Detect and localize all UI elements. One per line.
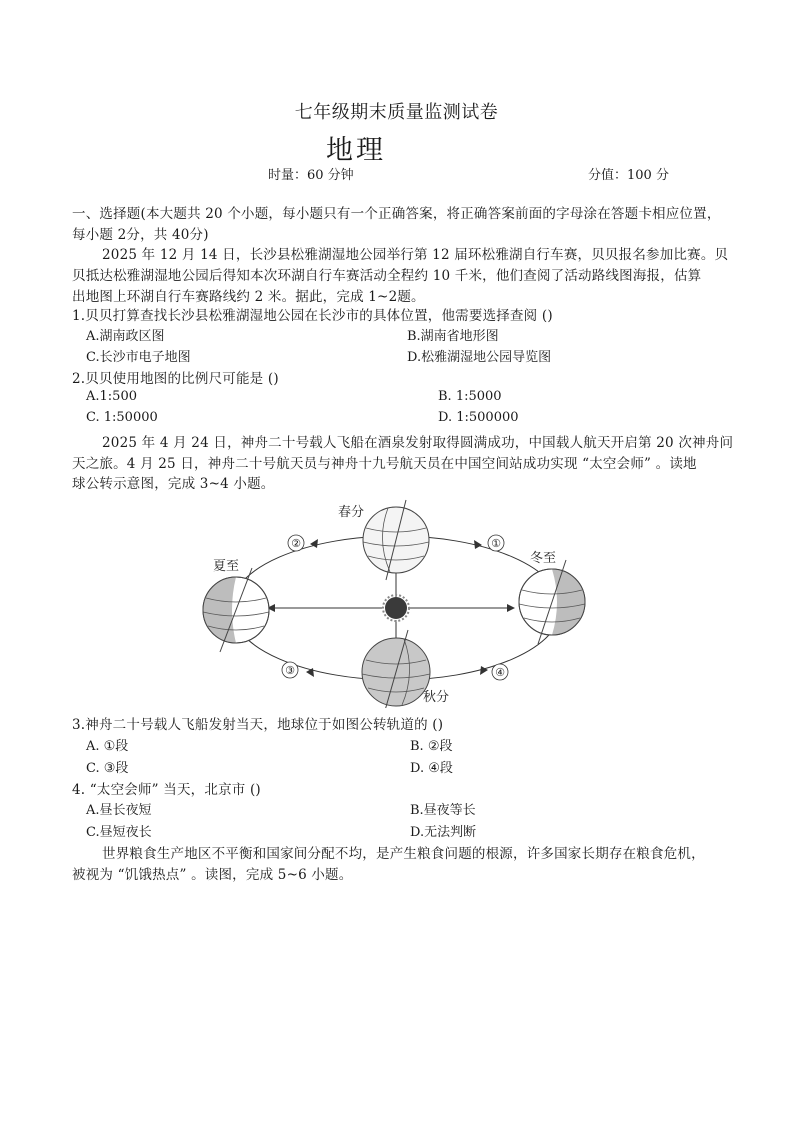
subject-title: 地理 xyxy=(326,135,386,166)
passage1-line-1: 2025 年 12 月 14 日，长沙县松雅湖湿地公园举行第 12 届环松雅湖自行车赛，贝贝报名参加比赛。贝 xyxy=(102,247,729,263)
orbit-arrow-2 xyxy=(310,539,318,548)
q3-option-a: A. ①段 xyxy=(86,739,129,754)
q1-option-a: A.湖南政区图 xyxy=(86,329,165,344)
earth-spring-equinox xyxy=(363,500,429,580)
label-seg-4: ④ xyxy=(495,666,505,679)
label-summer: 夏至 xyxy=(213,559,240,574)
q2-option-a: A.1:500 xyxy=(86,389,137,404)
q1-option-c: C.长沙市电子地图 xyxy=(86,350,191,365)
earth-revolution-diagram xyxy=(196,498,596,708)
q4-option-b: B.昼夜等长 xyxy=(410,803,476,818)
q2-stem: 2.贝贝使用地图的比例尺可能是 () xyxy=(72,371,279,387)
label-winter: 冬至 xyxy=(530,551,557,566)
passage2-line-3: 球公转示意图，完成 3~4 小题。 xyxy=(72,476,275,492)
exam-title: 七年级期末质量监测试卷 xyxy=(294,102,499,123)
passage3-line-2: 被视为 “饥饿热点” 。读图，完成 5~6 小题。 xyxy=(72,867,353,883)
q4-option-d: D.无法判断 xyxy=(410,825,477,840)
earth-autumn-equinox xyxy=(362,630,430,708)
time-limit: 时量：60 分钟 xyxy=(268,168,354,183)
passage1-line-2: 贝抵达松雅湖湿地公园后得知本次环湖自行车赛活动全程约 10 千米，他们查阅了活动路线图海报，估算 xyxy=(72,268,702,284)
earth-summer-solstice xyxy=(203,568,269,652)
passage2-line-1: 2025 年 4 月 24 日，神舟二十号载人飞船在酒泉发射取得圆满成功，中国载人航天开启第 20 次神舟问 xyxy=(102,435,734,451)
q1-option-d: D.松雅湖湿地公园导览图 xyxy=(407,350,552,365)
orbit-arrow-1 xyxy=(474,540,482,549)
q1-option-b: B.湖南省地形图 xyxy=(407,329,499,344)
q4-stem: 4. “太空会师” 当天，北京市 () xyxy=(72,782,261,798)
q3-stem: 3.神舟二十号载人飞船发射当天，地球位于如图公转轨道的 () xyxy=(72,717,444,733)
q3-option-d: D. ④段 xyxy=(410,761,453,776)
label-spring: 春分 xyxy=(338,505,365,520)
section-intro-line-2: 每小题 2分，共 40分) xyxy=(72,227,209,243)
sun xyxy=(385,597,407,619)
passage3-line-1: 世界粮食生产地区不平衡和国家间分配不均，是产生粮食问题的根源，许多国家长期存在粮食危机， xyxy=(102,846,705,862)
q3-option-c: C. ③段 xyxy=(86,761,129,776)
q4-option-a: A.昼长夜短 xyxy=(86,803,152,818)
q4-option-c: C.昼短夜长 xyxy=(86,825,152,840)
passage2-line-2: 天之旅。4 月 25 日，神舟二十号航天员与神舟十九号航天员在中国空间站成功实现 “太空会师” 。读地 xyxy=(72,456,697,472)
q2-option-c: C. 1:50000 xyxy=(86,410,158,425)
orbit-arrow-4 xyxy=(480,666,488,675)
earth-winter-solstice xyxy=(519,560,585,644)
label-seg-1: ① xyxy=(491,537,501,550)
q3-option-b: B. ②段 xyxy=(410,739,453,754)
total-score: 分值：100 分 xyxy=(588,168,669,183)
section-intro-line-1: 一、选择题(本大题共 20 个小题，每小题只有一个正确答案，将正确答案前面的字母涂在答题卡相应位置， xyxy=(72,206,721,222)
label-seg-2: ② xyxy=(291,537,301,550)
q2-option-b: B. 1:5000 xyxy=(438,389,502,404)
label-seg-3: ③ xyxy=(285,664,295,677)
label-autumn: 秋分 xyxy=(423,690,450,705)
q2-option-d: D. 1:500000 xyxy=(438,410,519,425)
passage1-line-3: 出地图上环湖自行车赛路线约 2 米。据此，完成 1~2题。 xyxy=(72,289,425,305)
q1-stem: 1.贝贝打算查找长沙县松雅湖湿地公园在长沙市的具体位置，他需要选择查阅 () xyxy=(72,308,553,324)
